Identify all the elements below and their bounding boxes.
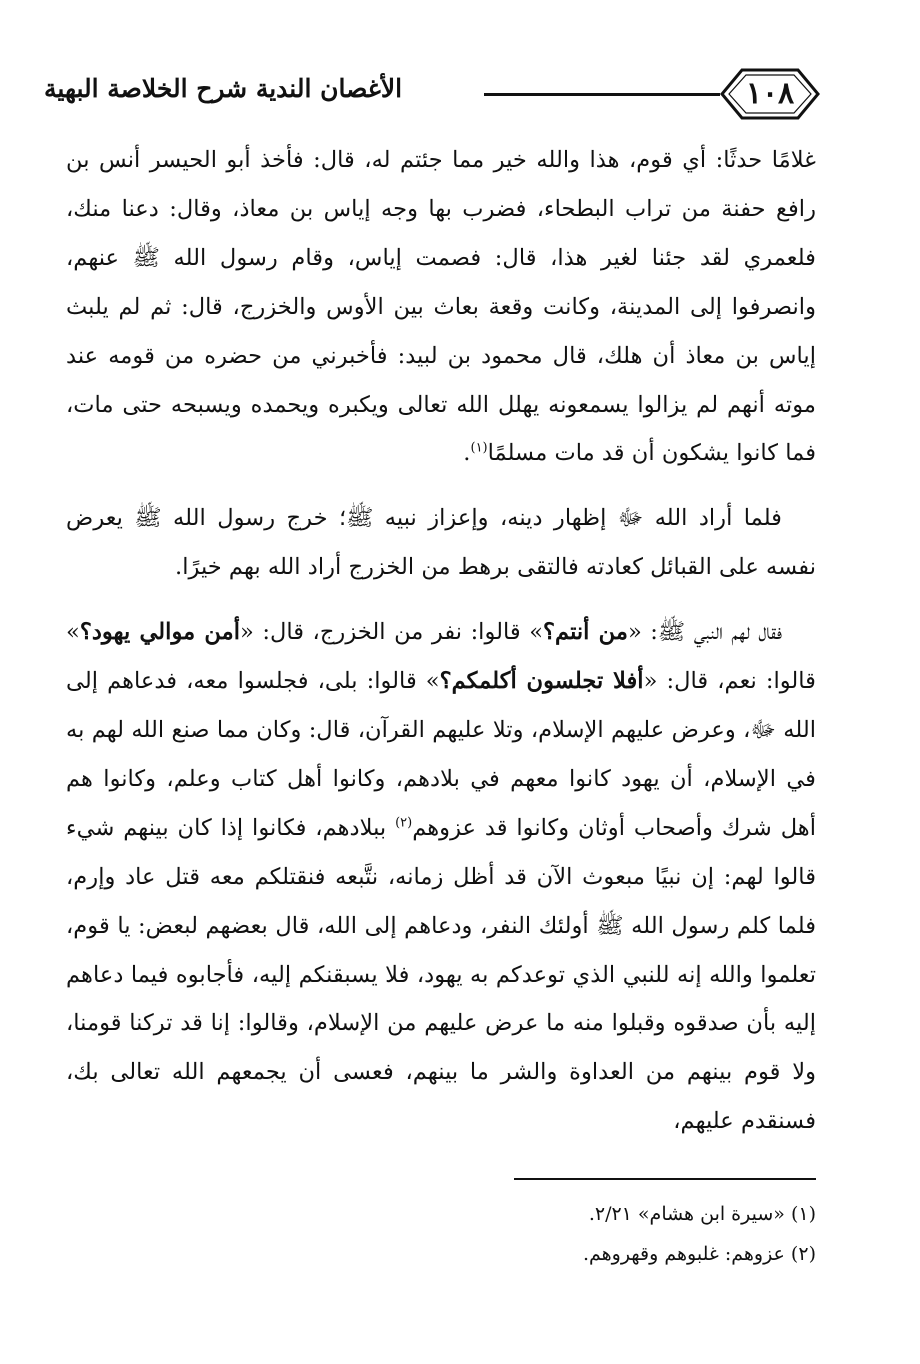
paragraph-text: » قالوا: نعم، قال: «: [66, 619, 816, 695]
paragraph-text: ببلادهم، فكانوا إذا كان بينهم شيء قالوا لهم: إن نبيًا مبعوث الآن قد أظل زمانه، نتَّبعه فنقتلكم معه قتل عاد وإرم، فلما كلم رسول الله ﷺ أولئك النفر، ودعاهم إلى الله، قال بعضهم لبعض: يا قوم، تعلموا والله إنه للنبي الذي توعدكم به يهود، فلا يسبقنكم إليه، فأجابوه فيما دعاهم إليه بأن صدقوه وقبلوا منه ما عرض عليهم من الإسلام، وقالوا: إنا قد تركنا قومنا، ولا قوم بينهم من العداوة والشر ما بينهم، فعسى أن يجمعهم الله تعالى بك، فسنقدم عليهم،: [66, 814, 816, 1135]
paragraph-text: فقال لهم النبي ﷺ: «: [627, 619, 782, 646]
header-rule: [484, 93, 720, 96]
hadith-quote: من أنتم؟: [543, 619, 628, 646]
footnote-1: (١) «سيرة ابن هشام» ٢/٢١.: [588, 1203, 816, 1225]
footnote-ref-2: (٢): [395, 815, 413, 831]
hadith-quote: أفلا تجلسون أكلمكم؟: [439, 668, 644, 695]
paragraph-2: [66, 494, 816, 592]
paragraph-gap: [66, 478, 816, 494]
footnote-2: (٢) عزوهم: غلبوهم وقهروهم.: [582, 1243, 816, 1265]
paragraph-3: [66, 608, 816, 1146]
page-header: [44, 68, 820, 120]
paragraph-text: فلما أراد الله ﷻ إظهار دينه، وإعزاز نبيه ﷺ؛ خرج رسول الله ﷺ يعرض نفسه على القبائل كعادته فالتقى برهط من الخزرج أراد الله بهم خيرًا.: [66, 505, 816, 581]
paragraph-text: » قالوا: بلى، فجلسوا معه، فدعاهم إلى الله ﷻ، وعرض عليهم الإسلام، وتلا عليهم القرآن، قال: وكان مما صنع الله لهم به في الإسلام، أن يهود كانوا معهم في بلادهم، وكانوا أهل كتاب وعلم، وكانوا هم أهل شرك وأصحاب أوثان وكانوا قد عزوهم: [66, 668, 816, 841]
page-number-badge: [720, 68, 820, 120]
paragraph-text: » قالوا: نفر من الخزرج، قال: «: [240, 619, 544, 646]
paragraph-1: [66, 136, 816, 478]
paragraph-gap: [66, 592, 816, 608]
book-title: الأغصان الندية شرح الخلاصة البهية: [44, 74, 403, 103]
page-number: ١٠٨: [745, 76, 795, 111]
hadith-quote: أمن موالي يهود؟: [79, 619, 240, 646]
footnote-separator: [514, 1178, 816, 1180]
footnotes: [66, 1178, 816, 1274]
paragraph-text: .: [463, 440, 471, 467]
paragraph-text: غلامًا حدثًا: أي قوم، هذا والله خير مما جئتم له، قال: فأخذ أبو الحيسر أنس بن رافع حفنة من تراب البطحاء، فضرب بها وجه إياس بن معاذ، وقال: دعنا منك، فلعمري لقد جئنا لغير هذا، قال: فصمت إياس، وقام رسول الله ﷺ عنهم، وانصرفوا إلى المدينة، وكانت وقعة بعاث بين الأوس والخزرج، قال: ثم لم يلبث إياس بن معاذ أن هلك، قال محمود بن لبيد: فأخبرني من حضره من قومه عند موته أنهم لم يزالوا يسمعونه يهلل الله تعالى ويكبره ويحمده ويسبحه حتى مات، فما كانوا يشكون أن قد مات مسلمًا: [66, 147, 816, 467]
footnote-ref-1: (١): [470, 440, 488, 456]
main-text: [66, 136, 816, 1146]
